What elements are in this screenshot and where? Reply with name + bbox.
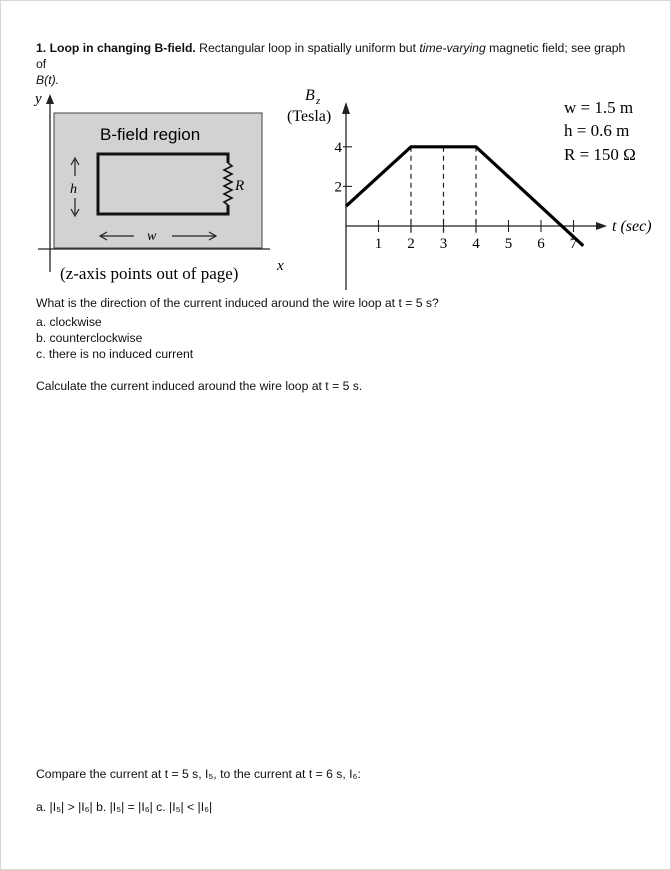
graph-x-arrow <box>596 222 607 230</box>
b-field-line <box>346 147 583 246</box>
q1-option-b: b. counterclockwise <box>36 331 143 345</box>
x-tick-label: 4 <box>472 236 480 252</box>
given-w: w = 1.5 m <box>564 98 634 117</box>
resistor-label: R <box>235 178 245 194</box>
graph-y-arrow <box>342 102 350 114</box>
z-axis-note: (z-axis points out of page) <box>60 264 239 283</box>
graph-y-unit: (Tesla) <box>287 108 332 125</box>
q3-options: a. |I₅| > |I₆| b. |I₅| = |I₆| c. |I₅| < |I₆| <box>36 800 213 814</box>
graph-y-label-sub: z <box>316 95 321 107</box>
w-label: w <box>147 229 157 244</box>
question-2: Calculate the current induced around the wire loop at t = 5 s. <box>36 379 363 393</box>
chart-series <box>346 147 583 246</box>
question-3: Compare the current at t = 5 s, I₅, to the current at t = 6 s, I₆: <box>36 767 361 781</box>
region-label: B-field region <box>100 125 201 144</box>
graph-y-label-b: B <box>305 87 315 104</box>
x-tick-label: 6 <box>537 236 545 252</box>
chart-tick-labels <box>335 140 578 252</box>
problem-b-of-t: B(t). <box>36 73 60 87</box>
x-tick-label: 5 <box>504 236 513 252</box>
problem-intro-2: magnetic field; see graph of <box>36 41 626 71</box>
graph-x-label: t (sec) <box>612 218 652 235</box>
y-tick-label: 2 <box>334 179 342 196</box>
figure <box>0 0 671 300</box>
chart-guides <box>411 147 476 234</box>
x-tick-label: 2 <box>407 236 415 252</box>
y-axis-label: y <box>35 91 42 107</box>
x-tick-label: 7 <box>569 236 578 252</box>
problem-intro-emph: time-varying <box>419 41 486 55</box>
given-r: R = 150 Ω <box>564 145 636 164</box>
problem-number: 1. <box>36 41 47 55</box>
x-axis-label: x <box>277 258 284 274</box>
h-label: h <box>70 182 77 197</box>
question-1: What is the direction of the current induced around the wire loop at t = 5 s? <box>36 296 439 310</box>
given-h: h = 0.6 m <box>564 121 630 140</box>
problem-intro-1: Rectangular loop in spatially uniform but <box>195 41 420 55</box>
y-tick-label: 4 <box>334 139 342 156</box>
y-axis-arrow <box>46 94 54 104</box>
x-tick-label: 3 <box>439 236 448 252</box>
x-tick-label: 1 <box>374 236 383 252</box>
problem-title: Loop in changing B-field. <box>49 41 196 55</box>
q1-option-c: c. there is no induced current <box>36 347 194 361</box>
q1-option-a: a. clockwise <box>36 315 102 329</box>
chart-ticks <box>343 147 574 232</box>
